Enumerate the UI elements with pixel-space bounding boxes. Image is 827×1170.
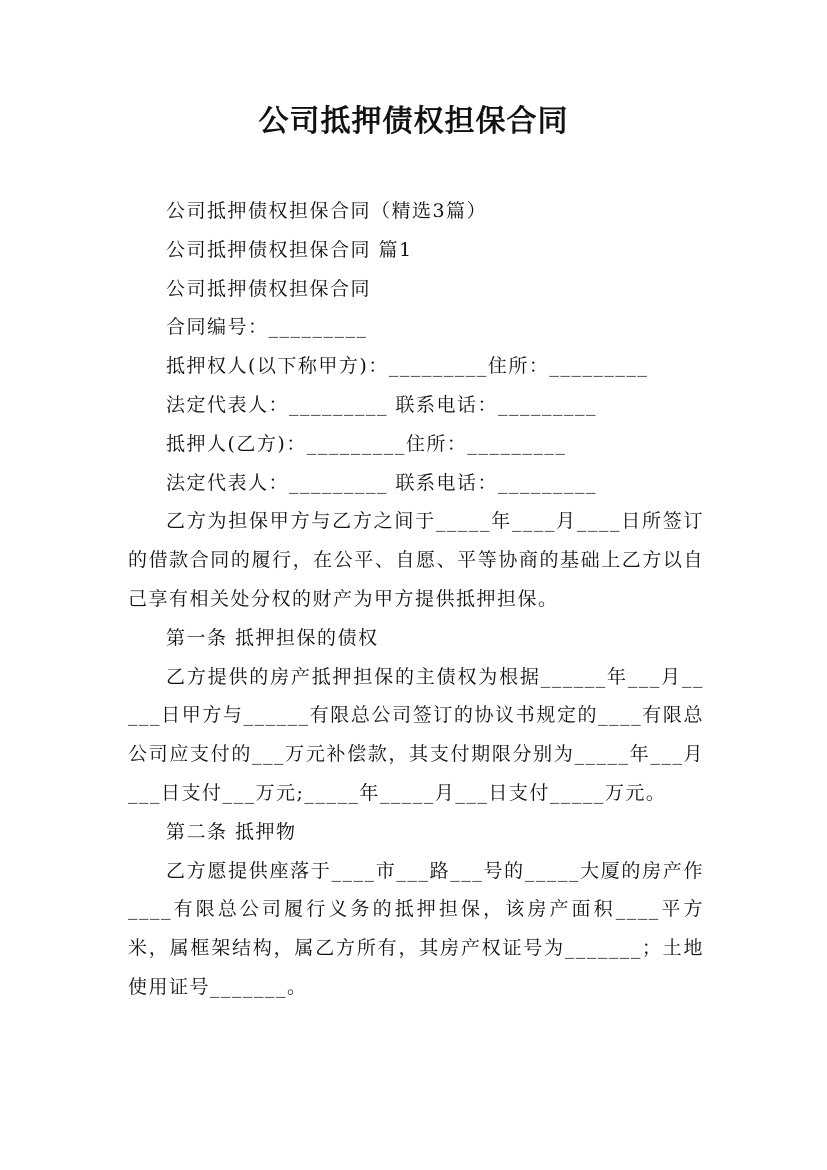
intro-paragraph: 乙方为担保甲方与乙方之间于_____年____月____日所签订的借款合同的履行，在公平、自愿、平等协商的基础上乙方以自己享有相关处分权的财产为甲方提供抵押担保。 — [128, 510, 704, 610]
contract-name-line: 公司抵押债权担保合同 — [166, 277, 372, 300]
section-heading: 公司抵押债权担保合同 篇1 — [166, 238, 413, 261]
mortgagee-line: 抵押权人(以下称甲方)：_________住所：_________ — [166, 355, 649, 378]
article-2-paragraph: 乙方愿提供座落于____市___路___号的_____大厦的房产作____有限总公司履行义务的抵押担保，该房产面积____平方米，属框架结构，属乙方所有，其房产权证号为_______；土地使用证号_______。 — [128, 859, 704, 998]
mortgagor-line: 抵押人(乙方)：_________住所：_________ — [166, 432, 567, 455]
article-1-paragraph: 乙方提供的房产抵押担保的主债权为根据______年___月_____日甲方与______有限总公司签订的协议书规定的____有限总公司应支付的___万元补偿款，其支付期限分别为_____年___月___日支付___万元;_____年_____月___日支付_____万元。 — [128, 665, 704, 804]
subtitle-line: 公司抵押债权担保合同（精选3篇） — [166, 200, 488, 222]
mortgagor-representative-line: 法定代表人：_________ 联系电话：_________ — [166, 471, 598, 494]
article-2-heading: 第二条 抵押物 — [166, 820, 297, 843]
document-title: 公司抵押债权担保合同 — [258, 104, 569, 139]
mortgagee-representative-line: 法定代表人：_________ 联系电话：_________ — [166, 393, 598, 416]
article-1-heading: 第一条 抵押担保的债权 — [166, 626, 379, 649]
document-body — [128, 192, 704, 1007]
contract-number-line: 合同编号：_________ — [166, 316, 368, 339]
